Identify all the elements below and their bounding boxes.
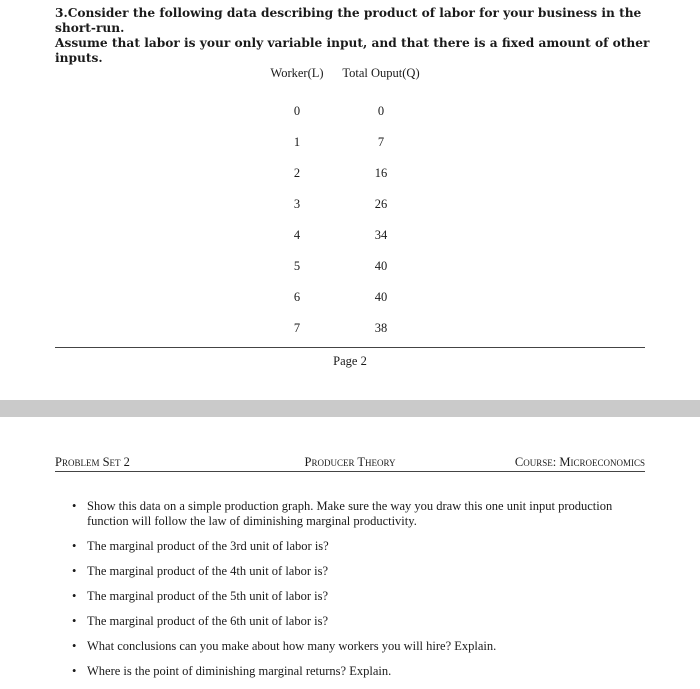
list-item bbox=[72, 664, 650, 679]
question-list bbox=[72, 499, 650, 689]
list-item bbox=[72, 564, 650, 579]
list-item-text: What conclusions can you make about how many workers you will hire? Explain. bbox=[87, 638, 497, 653]
bullet-icon: • bbox=[72, 563, 77, 578]
table-row bbox=[266, 158, 434, 189]
header-problem-set: Problem Set 2 bbox=[55, 455, 130, 469]
column-header-output: Total Ouput(Q) bbox=[342, 65, 420, 80]
question-line-1: 3.Consider the following data describing the product of labor for your business in the short-run. bbox=[55, 6, 642, 35]
output-cell: 0 bbox=[377, 104, 385, 118]
list-item bbox=[72, 499, 650, 528]
list-item-text: The marginal product of the 4th unit of labor is? bbox=[87, 563, 329, 578]
list-item-text: Show this data on a simple production graph. Make sure the way you draw this one unit input production function will follow the law of diminishing marginal productivity. bbox=[87, 499, 613, 528]
worker-cell: 0 bbox=[293, 104, 301, 118]
header-topic: Producer Theory bbox=[304, 455, 396, 469]
table-header-row bbox=[266, 64, 434, 96]
worker-cell: 7 bbox=[293, 321, 301, 335]
header-course: Course: Microeconomics bbox=[514, 455, 645, 469]
table-row bbox=[266, 96, 434, 127]
page-number: Page 2 bbox=[333, 354, 367, 368]
list-item-text: Where is the point of diminishing marginal returns? Explain. bbox=[87, 663, 392, 678]
output-cell: 26 bbox=[374, 197, 388, 211]
list-item-text: The marginal product of the 3rd unit of labor is? bbox=[87, 538, 329, 553]
list-item bbox=[72, 589, 650, 604]
bullet-icon: • bbox=[72, 538, 77, 553]
output-cell: 16 bbox=[374, 166, 388, 180]
table-row bbox=[266, 251, 434, 282]
worker-cell: 4 bbox=[293, 228, 301, 242]
output-cell: 7 bbox=[377, 135, 385, 149]
output-cell: 40 bbox=[374, 290, 388, 304]
worker-cell: 1 bbox=[293, 135, 301, 149]
bullet-icon: • bbox=[72, 588, 77, 603]
worker-cell: 6 bbox=[293, 290, 301, 304]
table-row bbox=[266, 313, 434, 344]
page-header bbox=[55, 455, 645, 471]
list-item bbox=[72, 539, 650, 554]
table-row bbox=[266, 220, 434, 251]
bullet-icon: • bbox=[72, 663, 77, 678]
table-row bbox=[266, 282, 434, 313]
header-rule bbox=[55, 471, 645, 472]
output-cell: 34 bbox=[374, 228, 388, 242]
labor-output-table bbox=[266, 64, 434, 344]
bullet-icon: • bbox=[72, 638, 77, 653]
output-cell: 40 bbox=[374, 259, 388, 273]
worker-cell: 3 bbox=[293, 197, 301, 211]
column-header-worker: Worker(L) bbox=[270, 65, 324, 80]
question-line-2: Assume that labor is your only variable input, and that there is a fixed amount of other inputs. bbox=[55, 36, 650, 65]
list-item bbox=[72, 639, 650, 654]
list-item-text: The marginal product of the 5th unit of labor is? bbox=[87, 588, 329, 603]
list-item bbox=[72, 614, 650, 629]
list-item-text: The marginal product of the 6th unit of labor is? bbox=[87, 613, 329, 628]
bullet-icon: • bbox=[72, 613, 77, 628]
page-separator bbox=[0, 400, 700, 417]
footer-rule bbox=[55, 347, 645, 348]
table-row bbox=[266, 189, 434, 220]
bullet-icon: • bbox=[72, 499, 77, 513]
worker-cell: 5 bbox=[293, 259, 301, 273]
output-cell: 38 bbox=[374, 321, 388, 335]
table-row bbox=[266, 127, 434, 158]
worker-cell: 2 bbox=[293, 166, 301, 180]
question-text bbox=[55, 6, 655, 66]
